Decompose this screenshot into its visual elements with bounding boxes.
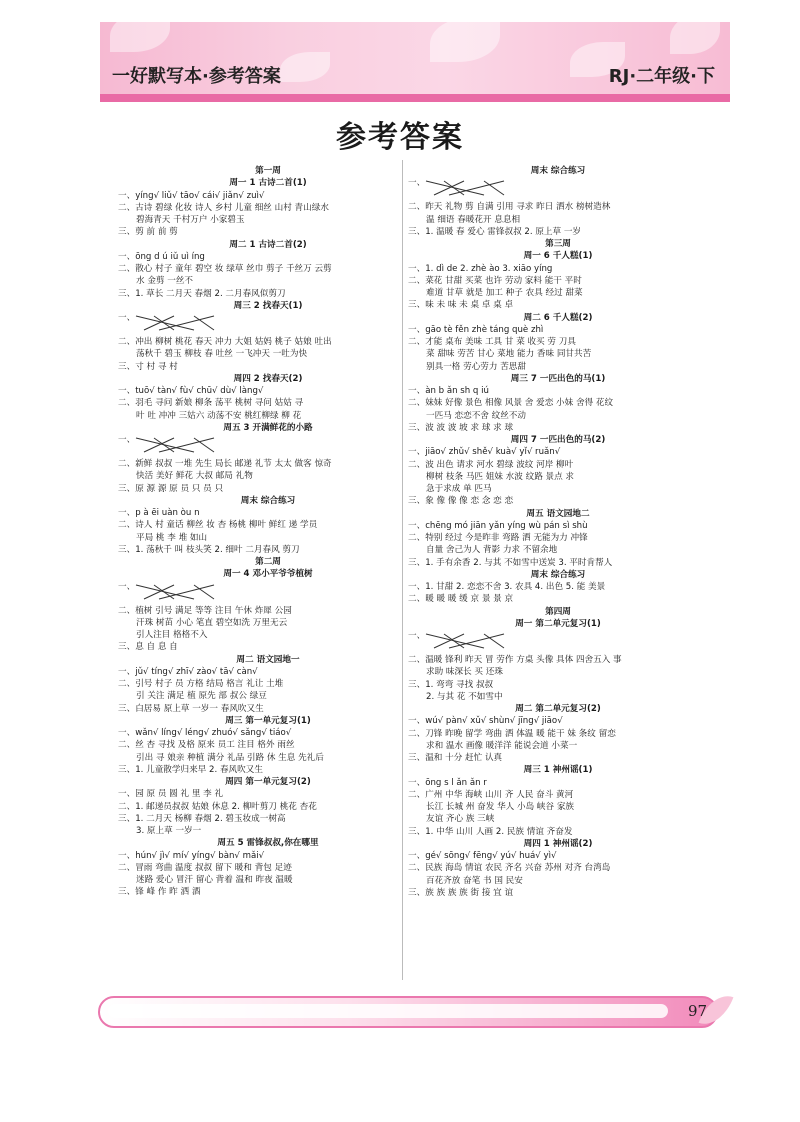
answer-line: 二、1. 邮递员叔叔 姑娘 休息 2. 柳叶剪刀 桃花 杏花 — [118, 801, 317, 812]
section-heading: 周三 2 找春天(1) — [233, 300, 303, 311]
section-heading: 周一 6 千人糕(1) — [523, 251, 593, 262]
answer-line: 友谊 齐心 族 三峡 — [426, 814, 495, 825]
answer-line: 三、1. 温暖 春 爱心 雷锋叔叔 2. 原上草 一岁 — [408, 226, 582, 237]
matching-answer-line — [118, 581, 418, 605]
answer-label: 一、 — [118, 313, 136, 323]
answer-line: 一、jiāo√ zhǔ√ shě√ kuà√ yǐ√ ruǎn√ — [408, 447, 561, 458]
answer-line: 三、剪 前 前 剪 — [118, 227, 178, 238]
answer-line: 难道 甘草 就是 加工 种子 农具 经过 甜菜 — [426, 288, 583, 298]
section-heading: 周二 6 千人糕(2) — [523, 312, 593, 323]
answer-line: 二、波 出色 请求 河水 碧绿 波纹 河岸 柳叶 — [408, 459, 574, 470]
section-heading: 周二 语文园地一 — [236, 654, 300, 665]
answer-line: 一、p à ēi uàn òu n — [118, 508, 200, 518]
answer-line: 温 细语 春暖花开 息息相 — [426, 214, 521, 225]
answer-line: 三、1. 弯弯 寻找 叔叔 — [408, 679, 494, 690]
answer-line: 一、jǔ√ tíng√ zhī√ zào√ tā√ càn√ — [118, 666, 258, 677]
section-heading: 周四 1 神州谣(2) — [523, 838, 593, 849]
answer-line: 一、ōng s l ǎn ǎn r — [408, 777, 487, 788]
answer-line: 迷路 爱心 冒汗 留心 背着 温和 昨夜 温暖 — [136, 875, 293, 885]
answer-line: 柳树 枝条 马匹 姐妹 水波 纹路 景点 求 — [426, 471, 575, 482]
answer-line: 一、wǎn√ líng√ léng√ zhuó√ sǎng√ tiáo√ — [118, 728, 292, 738]
left-answer-column — [118, 165, 418, 899]
section-heading: 周一 1 古诗二首(1) — [229, 178, 307, 189]
answer-line: 百花齐放 奋笔 书 国 民安 — [426, 875, 523, 886]
answer-line: 二、古诗 碧绿 化妆 诗人 乡村 儿童 细丝 山村 青山绿水 — [118, 202, 329, 213]
answer-label: 一、 — [408, 178, 426, 189]
matching-answer-line — [408, 177, 708, 201]
answer-label: 一、 — [118, 581, 136, 592]
answer-line: 3. 原上草 一岁一 — [136, 826, 202, 836]
answer-label: 一、 — [408, 631, 426, 641]
answer-line: 2. 与其 花 不如雪中 — [426, 691, 503, 702]
matching-lines-icon — [134, 581, 224, 603]
answer-line: 三、1. 手有余香 2. 与其 不如雪中送炭 3. 平时肯帮人 — [408, 557, 613, 568]
section-heading: 周三 7 一匹出色的马(1) — [510, 373, 606, 384]
answer-line: 碧海青天 千村万户 小家碧玉 — [136, 215, 245, 225]
answer-line: 二、特别 经过 今是昨非 弯路 洒 无能为力 冲锋 — [408, 533, 588, 543]
section-heading: 周末 综合练习 — [530, 569, 586, 580]
header-right-title: RJ·二年级·下 — [608, 66, 715, 87]
section-heading: 周五 5 雷锋叔叔,你在哪里 — [217, 838, 319, 849]
answer-line: 三、1. 中华 山川 人画 2. 民族 情谊 齐奋发 — [408, 826, 573, 837]
answer-line: 三、象 像 像 像 恋 念 恋 恋 — [408, 496, 514, 507]
answer-line: 三、1. 儿童散学归来早 2. 春风吹又生 — [118, 764, 263, 775]
answer-line: 一、àn b ǎn sh q iú — [408, 386, 489, 396]
answer-line: 急于求成 单 匹马 — [426, 484, 492, 494]
section-heading: 周二 1 古诗二首(2) — [229, 239, 307, 250]
week-heading: 第一周 — [255, 166, 281, 176]
answer-line: 引 关注 满足 植 原先 部 叔公 绿豆 — [136, 691, 267, 702]
answer-line: 快活 美好 鲜花 大叔 邮局 礼物 — [136, 471, 253, 482]
section-heading: 周五 3 开满鲜花的小路 — [223, 422, 313, 433]
answer-line: 二、民族 海岛 情谊 农民 齐名 兴奋 苏州 对齐 台湾岛 — [408, 863, 611, 874]
week-heading: 第四周 — [545, 606, 571, 617]
footer-ribbon-inner — [108, 1004, 668, 1018]
answer-line: 二、昨天 礼物 剪 自满 引用 寻求 昨日 洒水 榜树造林 — [408, 202, 611, 213]
answer-line: 三、波 波 波 坡 求 球 求 球 — [408, 422, 514, 433]
answer-line: 二、诗人 村 童话 柳丝 妆 杏 杨桃 柳叶 鲜红 递 学员 — [118, 520, 318, 531]
answer-line: 一、wú√ pàn√ xǔ√ shùn√ jīng√ jiāo√ — [408, 716, 563, 727]
section-heading: 周四 2 找春天(2) — [233, 373, 303, 384]
answer-line: 三、1. 草长 二月天 春烟 2. 二月春风似剪刀 — [118, 288, 286, 299]
answer-label: 一、 — [118, 435, 136, 445]
answer-line: 叶 吐 冲冲 三姑六 动荡不安 桃红柳绿 柳 花 — [136, 410, 302, 421]
section-heading: 周三 第一单元复习(1) — [225, 715, 311, 726]
answer-line: 荡秋千 碧玉 柳枝 春 吐丝 一飞冲天 一吐为快 — [136, 349, 308, 360]
answer-line: 一、gé√ sōng√ fēng√ yú√ huá√ yì√ — [408, 851, 557, 861]
answer-line: 三、息 自 息 自 — [118, 642, 178, 653]
answer-line: 二、才能 桌布 美味 工具 甘 菜 收买 劳 刀具 — [408, 337, 576, 347]
answer-line: 二、温暖 锋利 昨天 冒 劳作 方桌 头像 具体 四舍五入 事 — [408, 655, 622, 665]
answer-line: 三、味 未 味 未 桌 卓 桌 卓 — [408, 300, 514, 311]
answer-line: 求和 温水 画像 暖洋洋 能说会道 小菜一 — [426, 740, 578, 751]
matching-lines-icon — [424, 630, 514, 652]
header-strip — [100, 94, 730, 102]
answer-line: 三、1. 荡秋千 叫 枝头笑 2. 细叶 二月春风 剪刀 — [118, 544, 300, 555]
answer-line: 三、锋 峰 作 昨 洒 酒 — [118, 887, 201, 898]
week-heading: 第三周 — [545, 239, 571, 249]
answer-line: 一、1. dì de 2. zhè ào 3. xiāo yíng — [408, 263, 553, 274]
page-title: 参考答案 — [336, 120, 464, 155]
answer-line: 水 金剪 一丝不 — [136, 276, 194, 287]
answer-line: 一、ōng d ú iǔ uì íng — [118, 251, 205, 262]
answer-line: 二、刀锋 昨晚 留学 弯曲 洒 体温 暖 能干 妹 条纹 留恋 — [408, 728, 616, 739]
answer-line: 二、菜花 甘甜 买菜 也许 劳动 家料 能干 平时 — [408, 275, 582, 286]
answer-line: 三、白居易 原上草 一岁一 春风吹又生 — [118, 703, 264, 714]
answer-line: 一、tuō√ tàn√ fù√ chū√ dù√ làng√ — [118, 386, 264, 396]
answer-line: 三、寸 村 寻 村 — [118, 361, 178, 372]
answer-line: 二、冲出 柳树 桃花 春天 冲力 大姐 姑妈 桃子 姑娘 吐出 — [118, 337, 332, 347]
answer-line: 二、广州 中华 海峡 山川 齐 人民 奋斗 黄河 — [408, 789, 574, 800]
answer-line: 长江 长城 州 奋发 华人 小岛 峡谷 家族 — [426, 802, 575, 812]
answer-line: 三、原 源 源 原 员 只 员 只 — [118, 483, 224, 494]
answer-line: 自量 舍己为人 背影 力求 不留余地 — [426, 545, 558, 556]
answer-line: 二、羽毛 寻问 新娘 柳条 荡平 桃树 寻问 姑姑 寻 — [118, 398, 304, 409]
answer-line: 二、散心 村子 童年 碧空 妆 绿草 丝巾 剪子 千丝万 云剪 — [118, 264, 332, 274]
answer-line: 一、1. 甘甜 2. 恋恋不舍 3. 农具 4. 出色 5. 能 美景 — [408, 582, 606, 592]
answer-line: 一匹马 恋恋不舍 纹丝不动 — [426, 410, 526, 421]
matching-lines-icon — [424, 177, 514, 199]
answer-line: 二、丝 杏 寻找 及格 原来 员工 注目 格外 雨丝 — [118, 740, 295, 751]
answer-line: 二、引号 村子 员 方格 结局 格言 礼让 土堆 — [118, 679, 284, 689]
matching-lines-icon — [134, 434, 224, 456]
matching-answer-line — [118, 434, 418, 458]
section-heading: 周末 综合练习 — [530, 166, 586, 176]
page-number: 97 — [688, 1002, 708, 1020]
week-heading: 第二周 — [255, 557, 281, 567]
header-left-title: 一好默写本·参考答案 — [112, 66, 281, 87]
matching-answer-line — [408, 630, 708, 654]
answer-line: 一、园 原 员 圆 礼 里 李 礼 — [118, 789, 224, 800]
answer-line: 汗珠 树苗 小心 笔直 碧空如洗 万里无云 — [136, 617, 288, 628]
answer-line: 二、冒雨 弯曲 温度 叔叔 留下 暖和 背包 足迹 — [118, 862, 292, 873]
answer-line: 菜 甜味 劳苦 甘心 菜地 能力 香味 同甘共苦 — [426, 349, 592, 360]
answer-line: 二、植树 引号 满足 等等 注目 午休 炸犀 公园 — [118, 605, 292, 616]
answer-line: 一、yíng√ liǔ√ tāo√ cái√ jiǎn√ zuì√ — [118, 190, 265, 201]
matching-answer-line — [118, 312, 418, 336]
answer-line: 引人注目 格格不入 — [136, 630, 208, 640]
section-heading: 周末 综合练习 — [240, 495, 296, 506]
answer-line: 引出 寻 娘亲 种植 满分 礼品 引路 休 生息 先礼后 — [136, 752, 324, 763]
answer-line: 三、1. 二月天 杨柳 春烟 2. 碧玉妆成一树高 — [118, 813, 286, 824]
matching-lines-icon — [134, 312, 224, 334]
answer-line: 一、gāo tè fěn zhè táng què zhì — [408, 324, 544, 335]
answer-line: 平局 桃 李 堆 如山 — [136, 532, 208, 543]
section-heading: 周四 7 一匹出色的马(2) — [510, 435, 606, 445]
answer-line: 三、族 族 族 族 街 接 宜 谊 — [408, 887, 514, 898]
answer-line: 一、hún√ jì√ mí√ yíng√ bàn√ mǎi√ — [118, 850, 265, 861]
section-heading: 周二 第二单元复习(2) — [515, 704, 601, 714]
answer-line: 二、妹妹 好像 景色 相像 风景 舍 爱恋 小妹 舍得 花纹 — [408, 398, 614, 409]
answer-line: 三、温和 十分 赶忙 认真 — [408, 753, 503, 763]
right-answer-column — [408, 165, 708, 899]
answer-line: 二、暖 暖 暖 缓 京 景 景 京 — [408, 594, 514, 605]
section-heading: 周三 1 神州谣(1) — [523, 765, 593, 776]
section-heading: 周一 4 邓小平爷爷植树 — [223, 569, 313, 580]
section-heading: 周一 第二单元复习(1) — [515, 618, 601, 629]
answer-line: 别具一格 劳心劳力 苦思甜 — [426, 361, 526, 372]
section-heading: 周四 第一单元复习(2) — [225, 777, 311, 787]
section-heading: 周五 语文园地二 — [526, 508, 590, 519]
footer-bar — [98, 990, 738, 1034]
answer-line: 二、新鲜 叔叔 一堆 先生 局长 邮递 礼节 太太 做客 惊奇 — [118, 459, 332, 469]
answer-line: 一、chēng mó jiān yǎn yíng wù pán sì shù — [408, 520, 588, 531]
answer-line: 求助 味深长 买 还珠 — [426, 667, 503, 678]
